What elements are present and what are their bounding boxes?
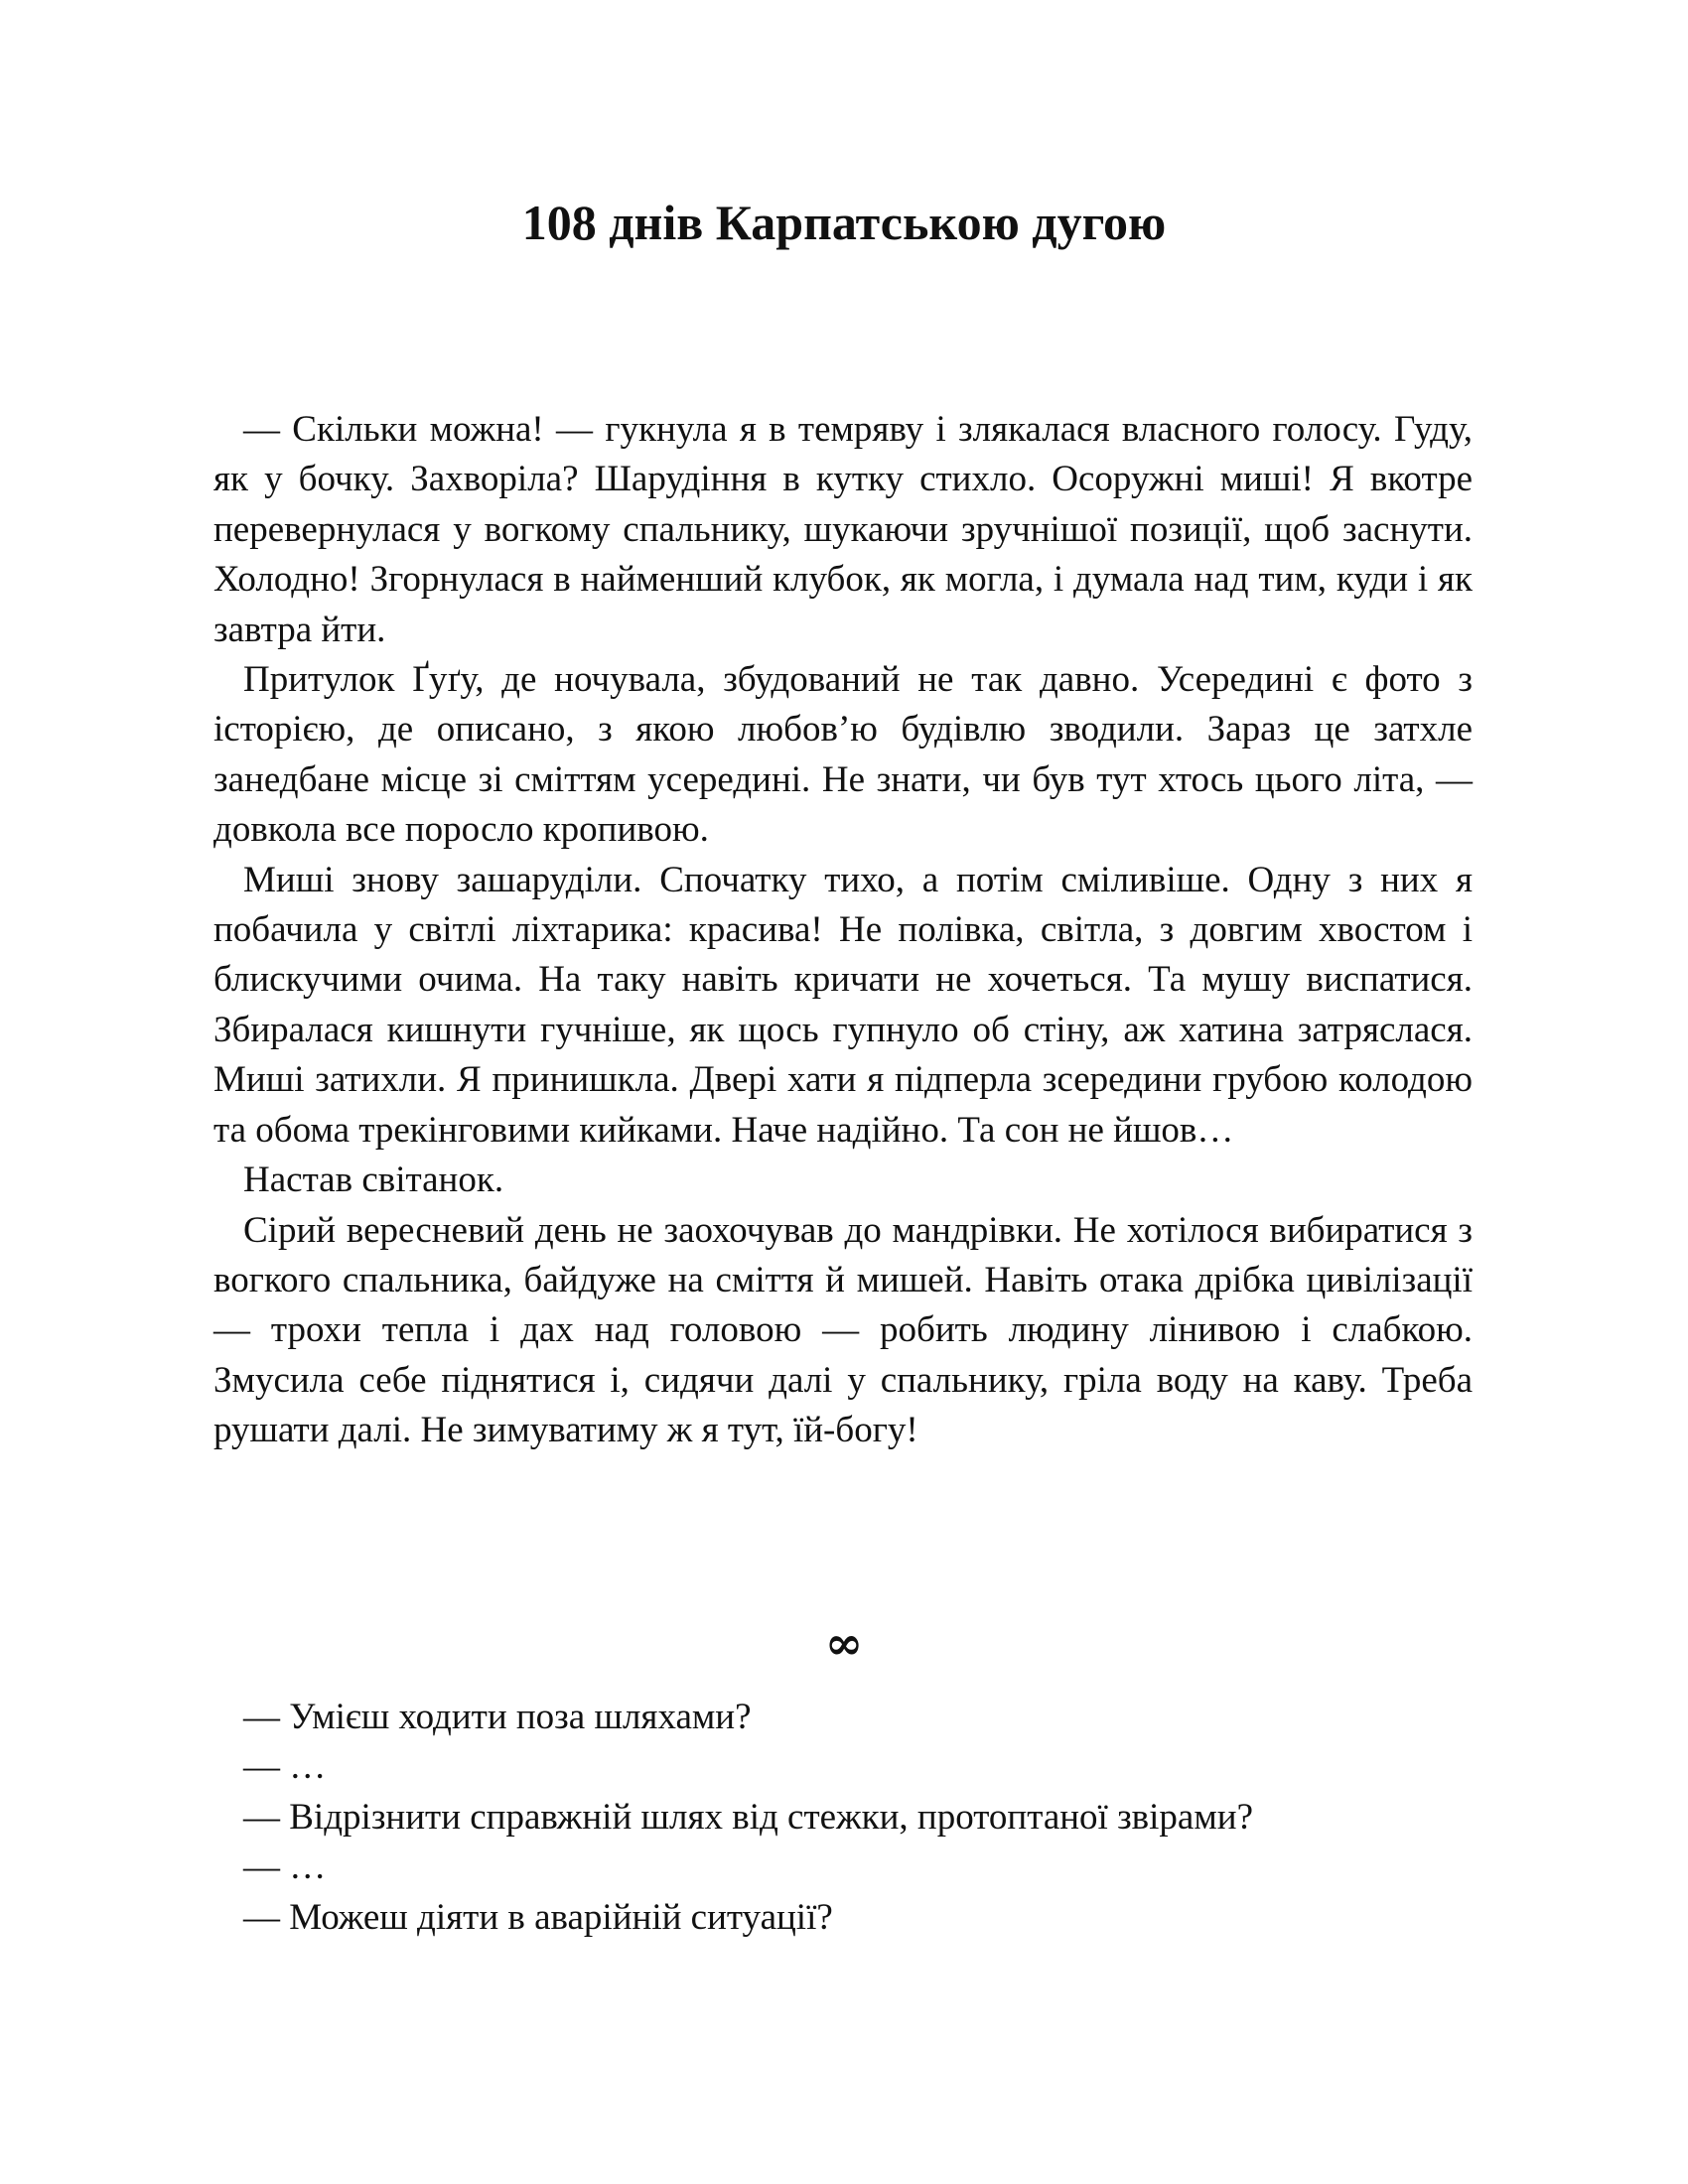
dialogue-line: — Відрізнити справжній шлях від стежки, протоптаної звірами? <box>243 1796 1253 1838</box>
dialogue-block <box>213 1693 1473 1943</box>
paragraph: — Скільки можна! — гукнула я в темряву і злякалася власного голосу. Гуду, як у бочку. Захворіла? Шарудіння в кутку стихло. Осоружні миші! Я вкотре перевернулася у вогкому спальнику, шукаючи зручнішої позиції, щоб заснути. Холодно! Згорнулася в найменший клубок, як могла, і думала над тим, куди і як завтра йти. <box>213 409 1473 650</box>
paragraph: Настав світанок. <box>243 1160 504 1201</box>
paragraph: Притулок Ґуґу, де ночувала, збудований не так давно. Усередині є фото з історією, де описано, з якою любов’ю будівлю зводили. Зараз це затхле занедбане місце зі сміттям усередині. Не знати, чи був тут хтось цього літа, — довкола все поросло кропивою. <box>213 659 1473 851</box>
dialogue-line: — Можеш діяти в аварійній ситуації? <box>243 1896 833 1938</box>
dialogue-line: — … <box>243 1846 327 1888</box>
section-separator-infinity: ∞ <box>824 1616 864 1670</box>
dialogue-line: — Умієш ходити поза шляхами? <box>243 1697 752 1737</box>
paragraph: Миші знову зашаруділи. Спочатку тихо, а потім сміливіше. Одну з них я побачила у світлі ліхтарика: красива! Не полівка, світла, з довгим хвостом і блискучими очима. На таку навіть кричати не хочеться. Та мушу виспатися. Збиралася кишнути гучніше, як щось гупнуло об стіну, аж хатина затряслася. Миші затихли. Я принишкла. Двері хати я підперла зсередини грубою колодою та обома трекінговими кийками. Наче надійно. Та сон не йшов… <box>213 859 1473 1151</box>
chapter-title: 108 днів Карпатською дугою <box>521 195 1167 250</box>
chapter-body <box>213 405 1473 1456</box>
paragraph: Сірий вересневий день не заохочував до мандрівки. Не хотілося вибиратися з вогкого спальника, байдуже на сміття й мишей. Навіть отака дрібка цивілізації — трохи тепла і дах над головою — робить людину лінивою і слабкою. Змусила себе піднятися і, сидячи далі у спальнику, гріла воду на каву. Треба рушати далі. Не зимуватиму ж я тут, їй-богу! <box>213 1209 1473 1451</box>
dialogue-line: — … <box>243 1746 327 1788</box>
